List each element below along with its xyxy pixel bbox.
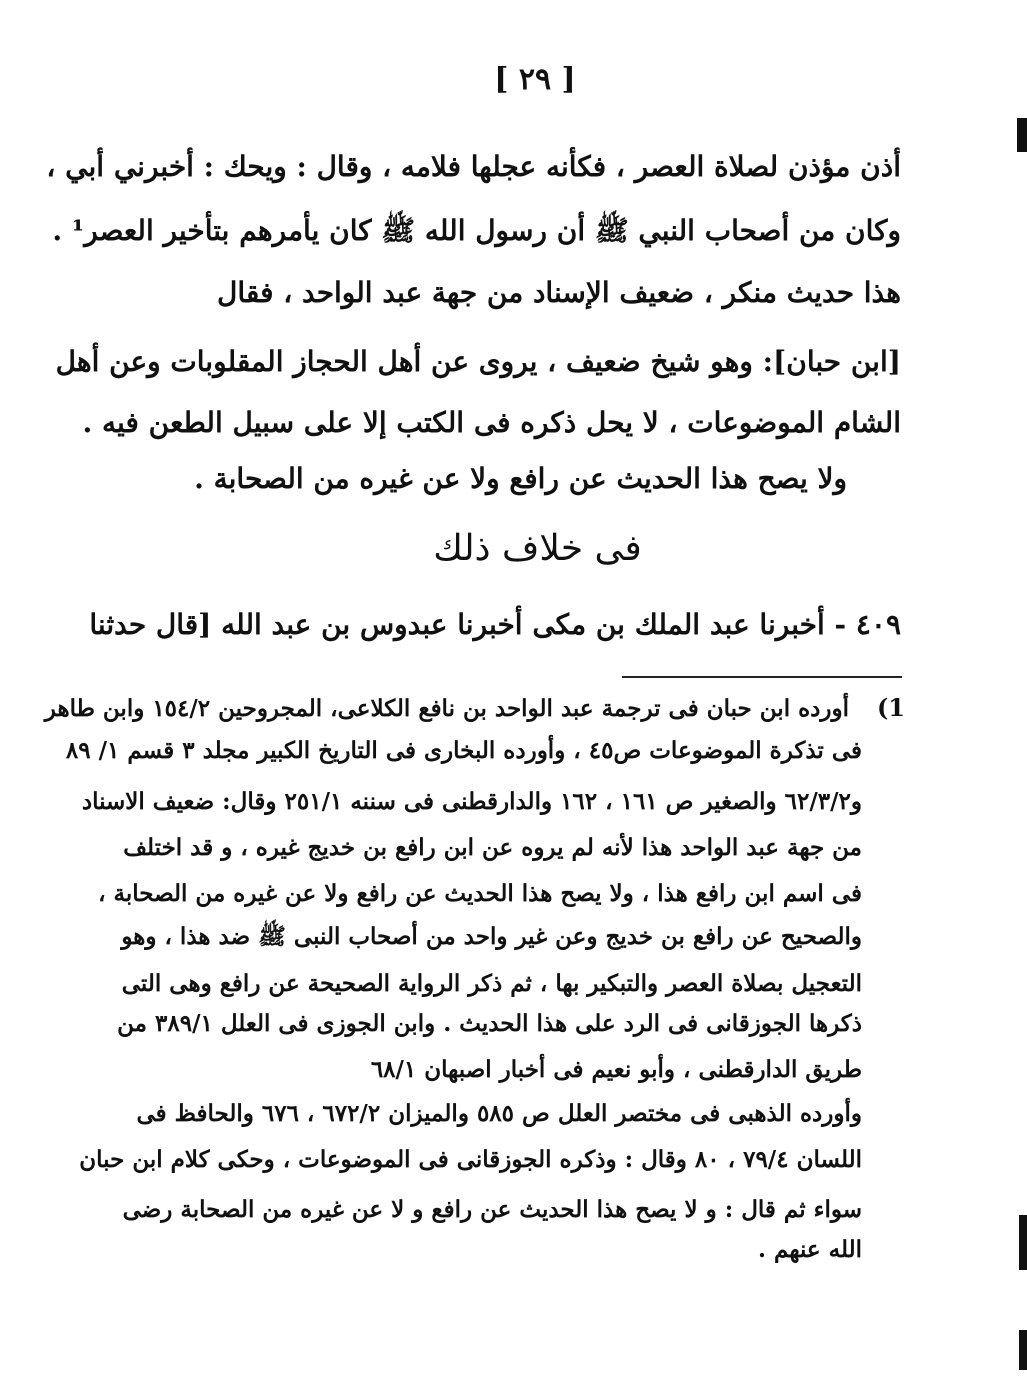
scan-edge-mark-bottom [1019, 1215, 1027, 1270]
footnote-line-3: و٦٢/٣/٢ والصغير ص ١٦١ ، ١٦٢ والدارقطنى فى سننه ٢٥١/١ وقال: ضعيف الاسناد [81, 788, 862, 815]
footnote-line-13: الله عنهم . [758, 1236, 862, 1263]
hadith-line: ٤٠٩ - أخبرنا عبد الملك بن مكى أخبرنا عبدوس بن عبد الله [قال حدثنا [89, 608, 901, 641]
footnote-line-5: فى اسم ابن رافع هذا ، ولا يصح هذا الحديث عن رافع ولا عن غيره من الصحابة ، [98, 880, 862, 907]
footnote-line-11: اللسان ٧٩/٤ ، ٨٠ وقال : وذكره الجوزقانى فى الموضوعات ، وحكى كلام ابن حبان [79, 1146, 862, 1173]
footnote-line-1: أورده ابن حبان فى ترجمة عبد الواحد بن نافع الكلاعى، المجروحين ١٥٤/٢ وابن طاهر [44, 695, 849, 722]
footnote-line-2: فى تذكرة الموضوعات ص٤٥ ، وأورده البخارى فى التاريخ الكبير مجلد ٣ قسم ١/ ٨٩ [65, 737, 862, 764]
footnote-line-7: التعجيل بصلاة العصر والتبكير بها ، ثم ذكر الرواية الصحيحة عن رافع وهى التى [121, 970, 862, 997]
footnote-line-10: وأورده الذهبى فى مختصر العلل ص ٥٨٥ والميزان ٦٧٢/٢ ، ٦٧٦ والحافظ فى [136, 1100, 862, 1127]
footnote-separator [622, 676, 902, 678]
page-number: [ ٢٩ ] [494, 62, 576, 97]
body-line-2: وكان من أصحاب النبي ﷺ أن رسول الله ﷺ كان يأمرهم بتأخير العصر¹ . [52, 214, 901, 247]
body-line-3: هذا حديث منكر ، ضعيف الإسناد من جهة عبد الواحد ، فقال [217, 276, 901, 309]
footnote-marker: (1 [876, 693, 905, 722]
body-line-4: [ابن حبان]: وهو شيخ ضعيف ، يروى عن أهل الحجاز المقلوبات وعن أهل [55, 345, 901, 378]
footnote-line-4: من جهة عبد الواحد هذا لأنه لم يروه عن ابن رافع بن خديج غيره ، و قد اختلف [123, 834, 862, 861]
footnote-line-9: طريق الدارقطنى ، وأبو نعيم فى أخبار اصبهان ٦٨/١ [370, 1056, 862, 1083]
footnote-line-8: ذكرها الجوزقانى فى الرد على هذا الحديث . وابن الجوزى فى العلل ٣٨٩/١ من [117, 1010, 862, 1037]
body-line-5: الشام الموضوعات ، لا يحل ذكره فى الكتب إلا على سبيل الطعن فيه . [82, 406, 901, 439]
scan-edge-mark-top [1017, 118, 1027, 152]
scan-edge-mark-lower [1019, 1330, 1027, 1370]
body-line-6: ولا يصح هذا الحديث عن رافع ولا عن غيره من الصحابة . [194, 462, 847, 495]
section-heading: فى خلاف ذلك [433, 528, 642, 569]
footnote-line-6: والصحيح عن رافع بن خديج وعن غير واحد من أصحاب النبى ﷺ ضد هذا ، وهو [121, 923, 862, 950]
footnote-line-12: سواء ثم قال : و لا يصح هذا الحديث عن رافع و لا عن غيره من الصحابة رضى [122, 1196, 862, 1223]
body-line-1: أذن مؤذن لصلاة العصر ، فكأنه عجلها فلامه ، وقال : ويحك : أخبرني أبي ، [46, 150, 901, 183]
